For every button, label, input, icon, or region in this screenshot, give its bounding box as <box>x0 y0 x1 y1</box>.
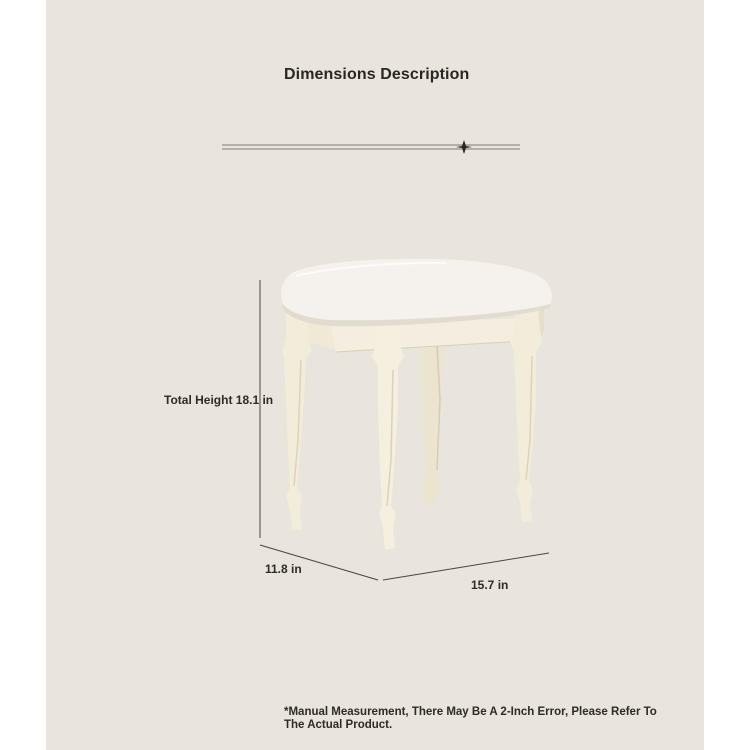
height-dimension-label: Total Height 18.1 in <box>164 393 274 407</box>
stool-cushion <box>281 259 552 326</box>
stool-front-leg <box>372 320 404 550</box>
stool-left-leg <box>282 312 312 530</box>
disclaimer-note: *Manual Measurement, There May Be A 2-Inch Error, Please Refer To The Actual Product. <box>284 706 657 731</box>
stool-illustration <box>46 0 704 750</box>
width-dimension-label: 15.7 in <box>471 578 509 592</box>
product-dimensions-panel <box>46 0 704 750</box>
width-dimension-line <box>383 553 549 580</box>
stool-right-leg <box>510 308 542 522</box>
stool-back-leg <box>422 340 444 504</box>
depth-dimension-label: 11.8 in <box>265 562 302 576</box>
page-title: Dimensions Description <box>284 66 470 83</box>
